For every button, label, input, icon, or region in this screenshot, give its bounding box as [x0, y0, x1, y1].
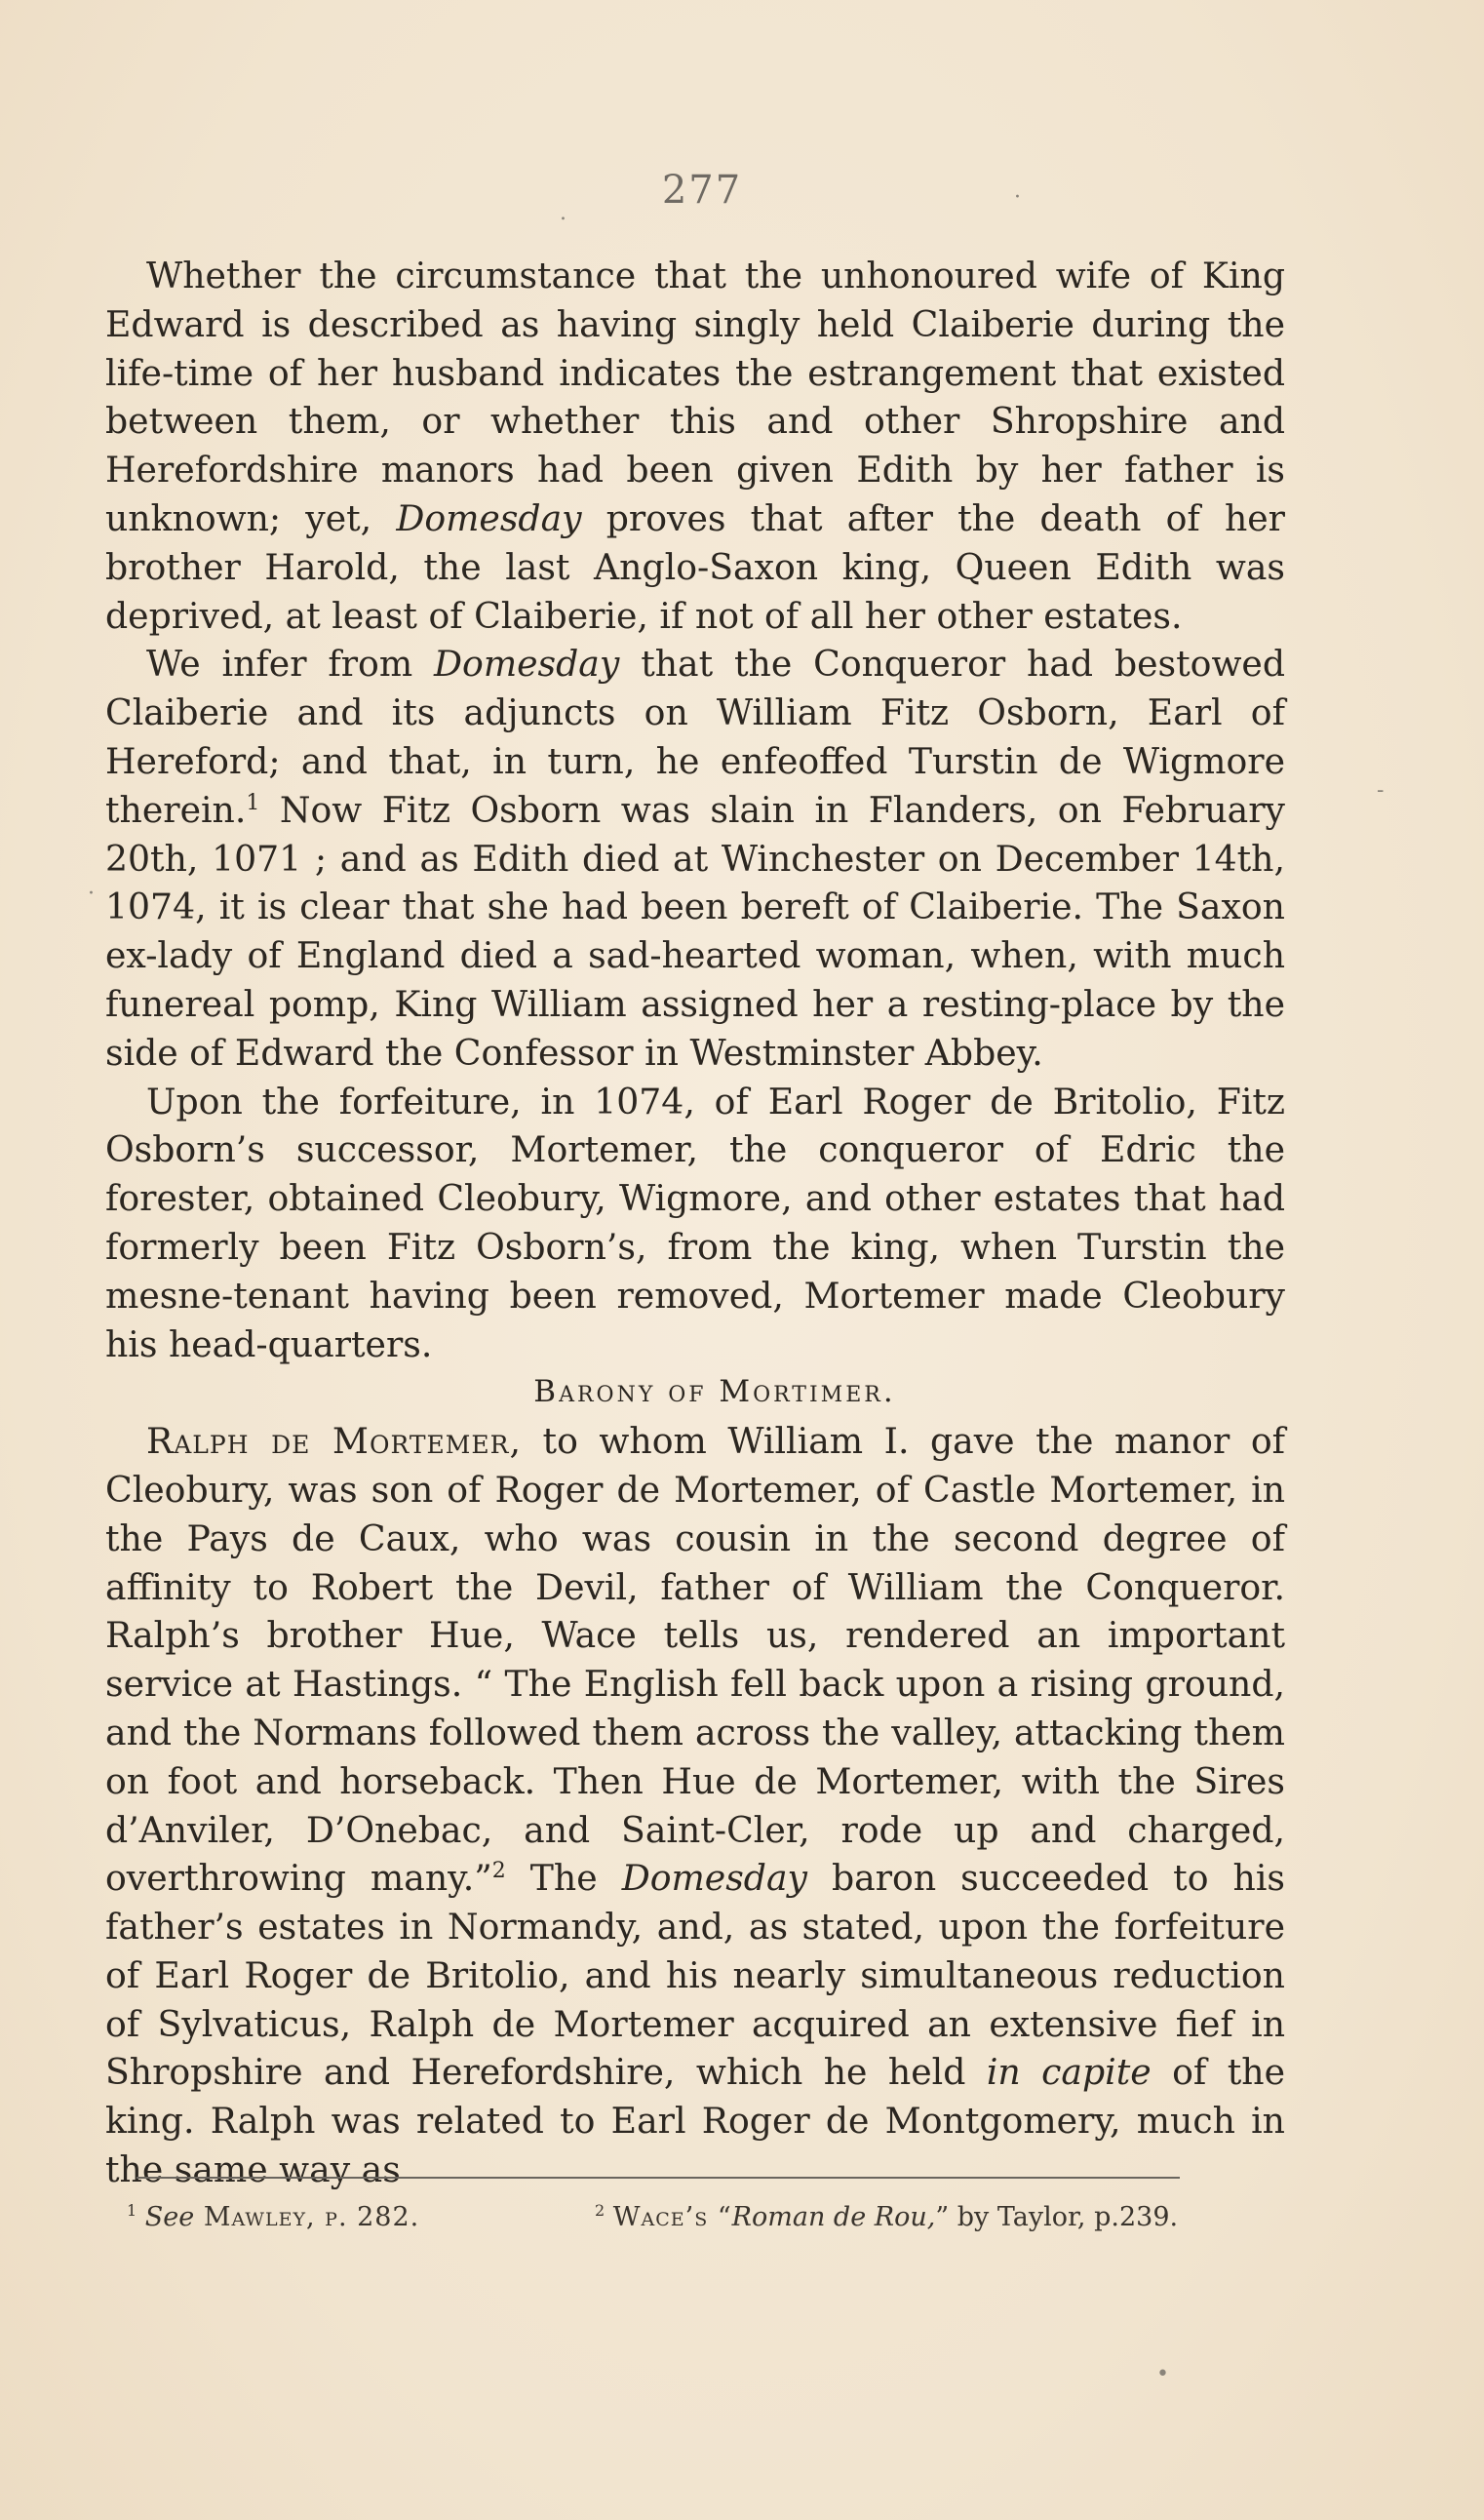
page-number: 277 [661, 168, 743, 213]
footnote-2: $^2$ Wace’s “Roman de Rou,” by Taylor, p.239. [595, 2201, 1179, 2232]
speck: · [1014, 185, 1021, 210]
speck: - [1377, 778, 1385, 803]
footnote-rule [137, 2177, 1180, 2179]
speck: · [88, 882, 95, 906]
speck: . [560, 201, 566, 225]
body-text [105, 252, 1285, 2194]
section-heading: Barony of Mortimer. [533, 1374, 896, 1410]
speck: • [1156, 2362, 1169, 2386]
paragraph-4: Ralph de Mortemer, to whom William I. gave the manor of Cleobury, was son of Roger de Mortemer, of Castle Mortemer, in the Pays de Caux, who was cousin in the second degree of affinity to Robert the Devil, father of William the Conqueror. Ralph’s brother Hue, Wace tells us, rendered an important service at Hastings. “ The English fell back upon a rising ground, and the Normans followed them across the valley, attacking them on foot and horseback. Then Hue de Mortemer, with the Sires d’Anviler, D’Onebac, and Saint-Cler, rode up and charged, overthrowing many.”$^2$ The Domesday baron succeeded to his father’s estates in Normandy, and, as stated, upon the forfeiture of Earl Roger de Britolio, and his nearly simultaneous reduction of Sylvaticus, Ralph de Mortemer acquired an extensive fief in Shropshire and Herefordshire, which he held in capite of the king. Ralph was related to Earl Roger de Montgomery, much in the same way as [105, 1420, 1285, 2191]
paragraph-2: We infer from Domesday that the Conqueror had bestowed Claiberie and its adjuncts on William Fitz Osborn, Earl of Hereford; and that, in turn, he enfeoffed Turstin de Wigmore therein.$^1$ Now Fitz Osborn was slain in Flanders, on February 20th, 1071 ; and as Edith died at Winchester on December 14th, 1074, it is clear that she had been bereft of Claiberie. The Saxon ex-lady of England died a sad-hearted woman, when, with much funereal pomp, King William assigned her a resting-place by the side of Edward the Confessor in Westminster Abbey. [105, 643, 1285, 1074]
footnote-ref-1: 1 [246, 790, 260, 815]
paragraph-3: Upon the forfeiture, in 1074, of Earl Roger de Britolio, Fitz Osborn’s successor, Mortemer, the conqueror of Edric the forester, obtained Cleobury, Wigmore, and other estates that had formerly been Fitz Osborn’s, from the king, when Turstin the mesne-tenant having been removed, Mortemer made Cleobury his head-quarters. [105, 1080, 1285, 1365]
footnote-1: $^1$ See Mawley, p. 282. [127, 2201, 420, 2232]
paragraph-1: Whether the circumstance that the unhonoured wife of King Edward is described as having singly held Claiberie during the life-time of her husband indicates the estrangement that existed between them, or whether this and other Shropshire and Herefordshire manors had been given Edith by her father is unknown; yet, Domesday proves that after the death of her brother Harold, the last Anglo-Saxon king, Queen Edith was deprived, at least of Claiberie, if not of all her other estates. [105, 255, 1285, 637]
footnote-ref-2: 2 [491, 1859, 506, 1884]
